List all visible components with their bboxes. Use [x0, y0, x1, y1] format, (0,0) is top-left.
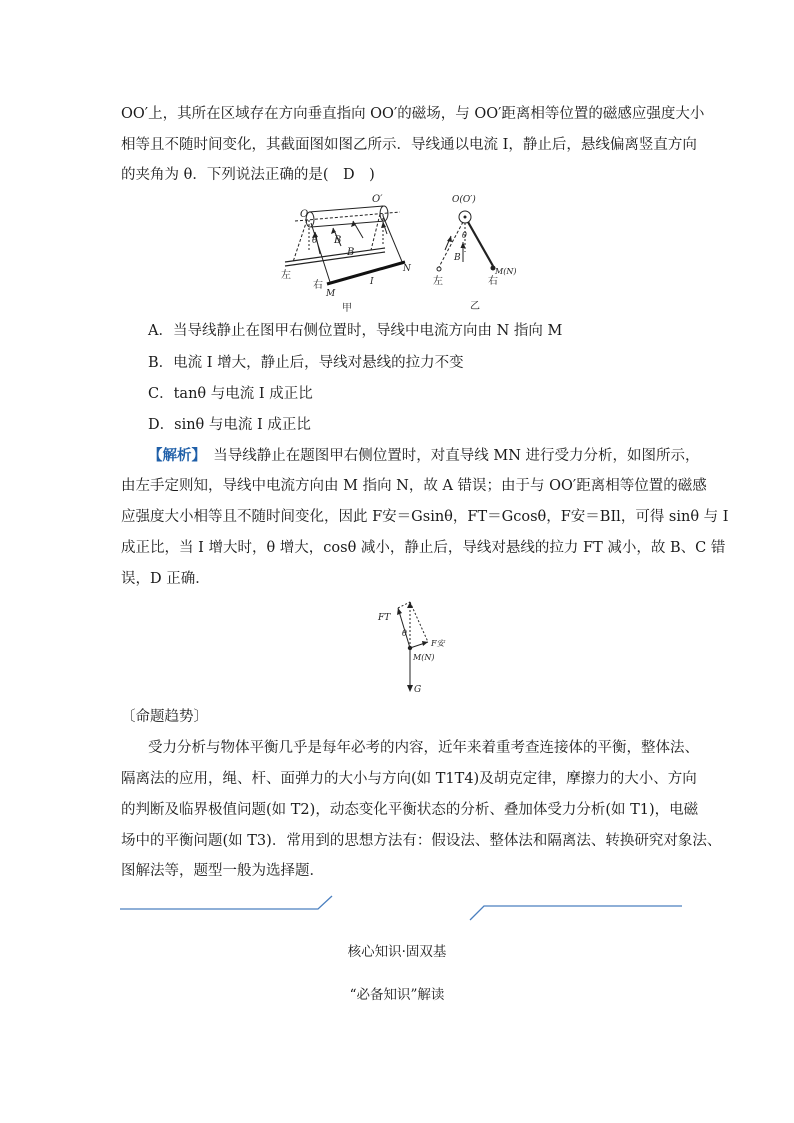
label-O-O-prime: O(O′) — [452, 195, 476, 205]
analysis-line-2: 由左手定则知，导线中电流方向由 M 指向 N，故 A 错误；由于与 OO′距离相等位置的磁感 — [121, 478, 707, 494]
label-I: I — [370, 277, 374, 287]
label-FT: FT — [378, 613, 391, 623]
label-left-yi: 左 — [433, 276, 443, 287]
label-B1: B — [334, 235, 342, 246]
analysis-first-line — [148, 445, 700, 467]
trend-line-4: 场中的平衡问题(如 T3)．常用到的思想方法有：假设法、整体法和隔离法、转换研究对象法、 — [121, 833, 722, 849]
trend-line-2: 隔离法的应用，绳、杆、面弹力的大小与方向(如 T1T4)及胡克定律，摩擦力的大小、方向 — [121, 771, 697, 787]
label-MN-yi: M(N) — [495, 267, 517, 276]
section-subtitle: “必备知识”解读 — [349, 987, 445, 1003]
figure-jia — [275, 190, 425, 315]
question-line-3: 的夹角为 θ．下列说法正确的是( D ) — [121, 167, 375, 183]
label-Fan: F安 — [431, 639, 445, 648]
label-B-yi: B — [454, 253, 461, 263]
option-a: A．当导线静止在图甲右侧位置时，导线中电流方向由 N 指向 M — [148, 323, 563, 339]
caption-jia: 甲 — [342, 303, 352, 314]
label-theta-yi: θ — [462, 231, 467, 240]
label-O-prime: O′ — [372, 194, 383, 205]
label-right-yi: 右 — [488, 276, 498, 287]
analysis-line-3: 应强度大小相等且不随时间变化，因此 F安＝Gsinθ，FT＝Gcosθ，F安＝BIl，可得 sinθ 与 I — [121, 509, 729, 525]
trend-heading: 〔命题趋势〕 — [121, 709, 208, 725]
option-c: C．tanθ 与电流 I 成正比 — [148, 386, 313, 402]
option-b: B．电流 I 增大，静止后，导线对悬线的拉力不变 — [148, 355, 464, 371]
caption-yi: 乙 — [470, 301, 480, 312]
label-N: N — [403, 264, 411, 274]
trend-line-3: 的判断及临界极值问题(如 T2)，动态变化平衡状态的分析、叠加体受力分析(如 T1)，电磁 — [121, 802, 699, 818]
label-MN-force: M(N) — [413, 653, 435, 662]
label-O: O — [300, 209, 309, 220]
figure-yi — [425, 192, 525, 314]
label-theta-force: θ — [402, 629, 407, 638]
analysis-line-1: 当导线静止在题图甲右侧位置时，对直导线 MN 进行受力分析，如图所示， — [198, 448, 700, 464]
section-divider — [120, 892, 682, 922]
option-d: D．sinθ 与电流 I 成正比 — [148, 417, 311, 433]
label-B2: B — [347, 247, 355, 258]
label-theta: θ — [312, 236, 318, 246]
analysis-tag: 【解析】 — [148, 447, 199, 464]
label-left: 左 — [281, 270, 291, 281]
question-line-2: 相等且不随时间变化，其截面图如图乙所示．导线通以电流 I，静止后，悬线偏离竖直方向 — [121, 137, 697, 153]
trend-line-1: 受力分析与物体平衡几乎是每年必考的内容，近年来着重考查连接体的平衡，整体法、 — [148, 740, 699, 756]
label-G: G — [414, 685, 422, 695]
analysis-line-4: 成正比，当 I 增大时，θ 增大，cosθ 减小，静止后，导线对悬线的拉力 FT 减小，故 B、C 错 — [121, 540, 726, 556]
section-title: 核心知识·固双基 — [347, 944, 447, 960]
trend-line-5: 图解法等，题型一般为选择题． — [121, 863, 324, 879]
question-line-1: OO′上，其所在区域存在方向垂直指向 OO′的磁场，与 OO′距离相等位置的磁感应强度大小 — [121, 106, 705, 122]
label-M: M — [326, 289, 336, 299]
label-right: 右 — [313, 280, 323, 291]
analysis-line-5: 误，D 正确． — [121, 571, 210, 587]
force-diagram — [370, 600, 460, 700]
